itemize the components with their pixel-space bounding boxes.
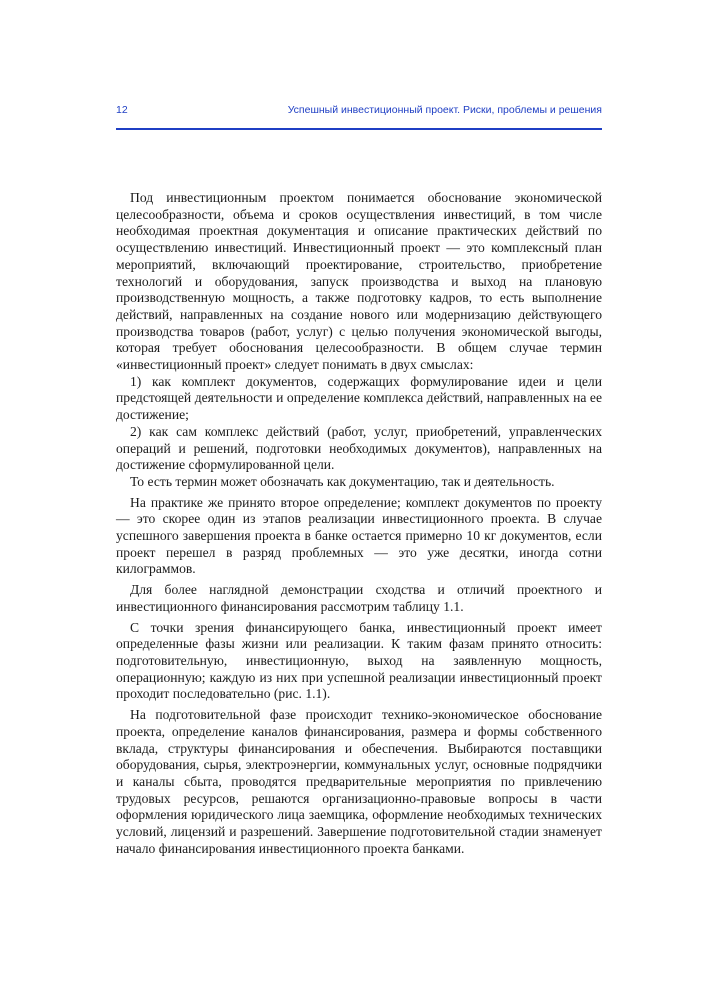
header-rule: [116, 128, 602, 130]
paragraph-definition: Под инвестиционным проектом понимается обоснование экономической целесообразности, объема и сроков осуществления инвестиций, в том числе необходимая проектная документация и описание практических действий по осуществлению инвестиций. Инвестиционный проект — это комплексный план мероприятий, включающий проектирование, строительство, приобретение технологий и оборудования, запуск производства и выход на плановую производственную мощность, а также подготовку кадров, то есть выполнение действий, направленных на создание нового или модернизацию действующего производства товаров (работ, услуг) с целью получения экономической выгоды, которая требует обоснования целесообразности. В общем случае термин «инвестиционный проект» следует понимать в двух смыслах:: [116, 190, 602, 373]
running-header: [116, 100, 602, 122]
running-title: Успешный инвестиционный проект. Риски, проблемы и решения: [287, 104, 602, 116]
paragraph-phases: С точки зрения финансирующего банка, инвестиционный проект имеет определенные фазы жизни или реализации. К таким фазам принято относить: подготовительную, инвестиционную, выход на заявленную мощность, операционную; каждую из них при успешной реализации инвестиционный проект проходит последовательно (рис. 1.1).: [116, 619, 602, 702]
paragraph-table-reference: Для более наглядной демонстрации сходства и отличий проектного и инвестиционного финансирования рассмотрим таблицу 1.1.: [116, 582, 602, 614]
paragraph-summary: То есть термин может обозначать как документацию, так и деятельность.: [130, 473, 555, 489]
paragraph-preparatory-phase: На подготовительной фазе происходит технико-экономическое обоснование проекта, определение каналов финансирования, размера и формы собственного вклада, структуры финансирования и обеспечения. Выбираются поставщики оборудования, сырья, электроэнергии, коммунальных услуг, основные подрядчики и каналы сбыта, проводятся предварительные мероприятия по привлечению трудовых ресурсов, решаются организационно-правовые вопросы в части оформления юридического лица заемщика, оформление необходимых технических условий, лицензий и разрешений. Завершение подготовительной стадии знаменует начало финансирования инвестиционного проекта банками.: [116, 707, 602, 856]
body-text: [116, 190, 602, 857]
paragraph-practice: На практике же принято второе определение; комплект документов по проекту — это скорее один из этапов реализации инвестиционного проекта. В случае успешного завершения проекта в банке остается примерно 10 кг документов, если проект перешел в разряд проблемных — это уже десятки, иногда сотни килограммов.: [116, 494, 602, 577]
paragraph-meaning-2: 2) как сам комплекс действий (работ, услуг, приобретений, управленческих операций и решений, подготовки необходимых документов), направленных на достижение сформулированной цели.: [116, 423, 602, 473]
paragraph-meaning-1: 1) как комплект документов, содержащих формулирование идеи и цели предстоящей деятельности и определение комплекса действий, направленных на ее достижение;: [116, 373, 602, 423]
page-number: 12: [116, 104, 128, 116]
